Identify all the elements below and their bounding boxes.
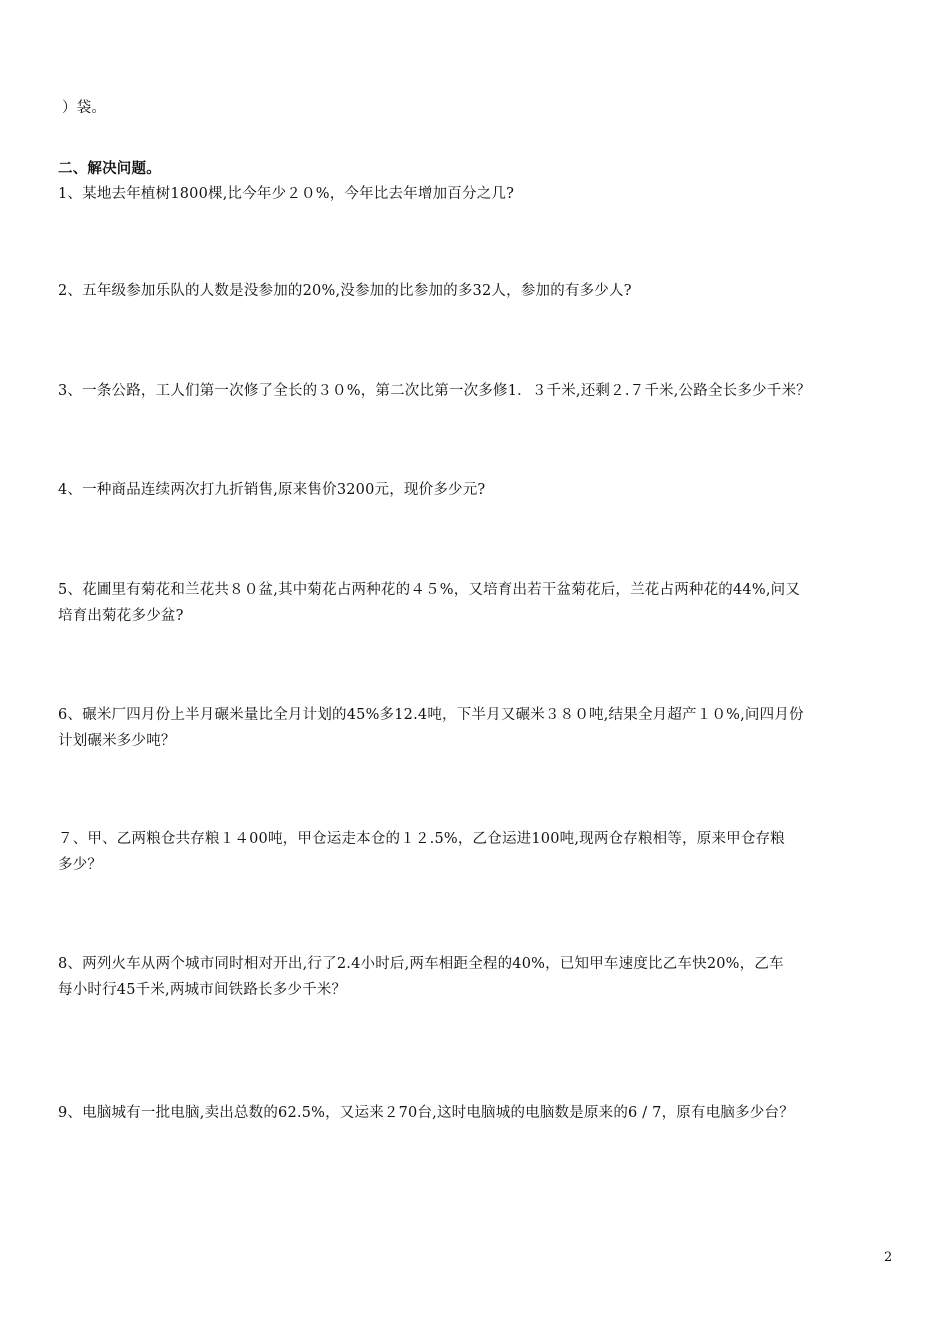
problem-6-line-1: 6、碾米厂四月份上半月碾米量比全月计划的45%多12.4吨，下半月又碾米３８０吨,结果全月超产１０%,问四月份 bbox=[58, 707, 804, 723]
problem-8-line-2: 每小时行45千米,两城市间铁路长多少千米？ bbox=[58, 982, 347, 998]
section-heading: 二、解决问题。 bbox=[58, 161, 161, 177]
problem-5-line-1: 5、花圃里有菊花和兰花共８０盆,其中菊花占两种花的４５%，又培育出若干盆菊花后，兰花占两种花的44%,问又 bbox=[58, 582, 801, 598]
problem-9: 9、电脑城有一批电脑,卖出总数的62.5%，又运来２70台,这时电脑城的电脑数是原来的6 / 7，原有电脑多少台？ bbox=[58, 1105, 794, 1121]
problem-7-line-1: ７、甲、乙两粮仓共存粮１４00吨，甲仓运走本仓的１２.5%，乙仓运进100吨,现两仓存粮相等，原来甲仓存粮 bbox=[58, 831, 785, 847]
problem-6-line-2: 计划碾米多少吨？ bbox=[58, 733, 176, 749]
page-number: 2 bbox=[884, 1250, 893, 1265]
problem-5-line-2: 培育出菊花多少盆? bbox=[58, 608, 184, 624]
problem-4: 4、一种商品连续两次打九折销售,原来售价3200元，现价多少元? bbox=[58, 482, 486, 498]
problem-8-line-1: 8、两列火车从两个城市同时相对开出,行了2.4小时后,两车相距全程的40%，已知甲车速度比乙车快20%，乙车 bbox=[58, 956, 784, 972]
problem-3: 3、一条公路，工人们第一次修了全长的３０%，第二次比第一次多修1．３千米,还剩２.７千米,公路全长多少千米？ bbox=[58, 383, 811, 399]
problem-7-line-2: 多少？ bbox=[58, 857, 103, 873]
problem-2: 2、五年级参加乐队的人数是没参加的20%,没参加的比参加的多32人，参加的有多少人? bbox=[58, 283, 632, 299]
continuation-text: ）袋。 bbox=[62, 100, 107, 116]
problem-1: 1、某地去年植树1800棵,比今年少２０%，今年比去年增加百分之几? bbox=[58, 186, 515, 202]
